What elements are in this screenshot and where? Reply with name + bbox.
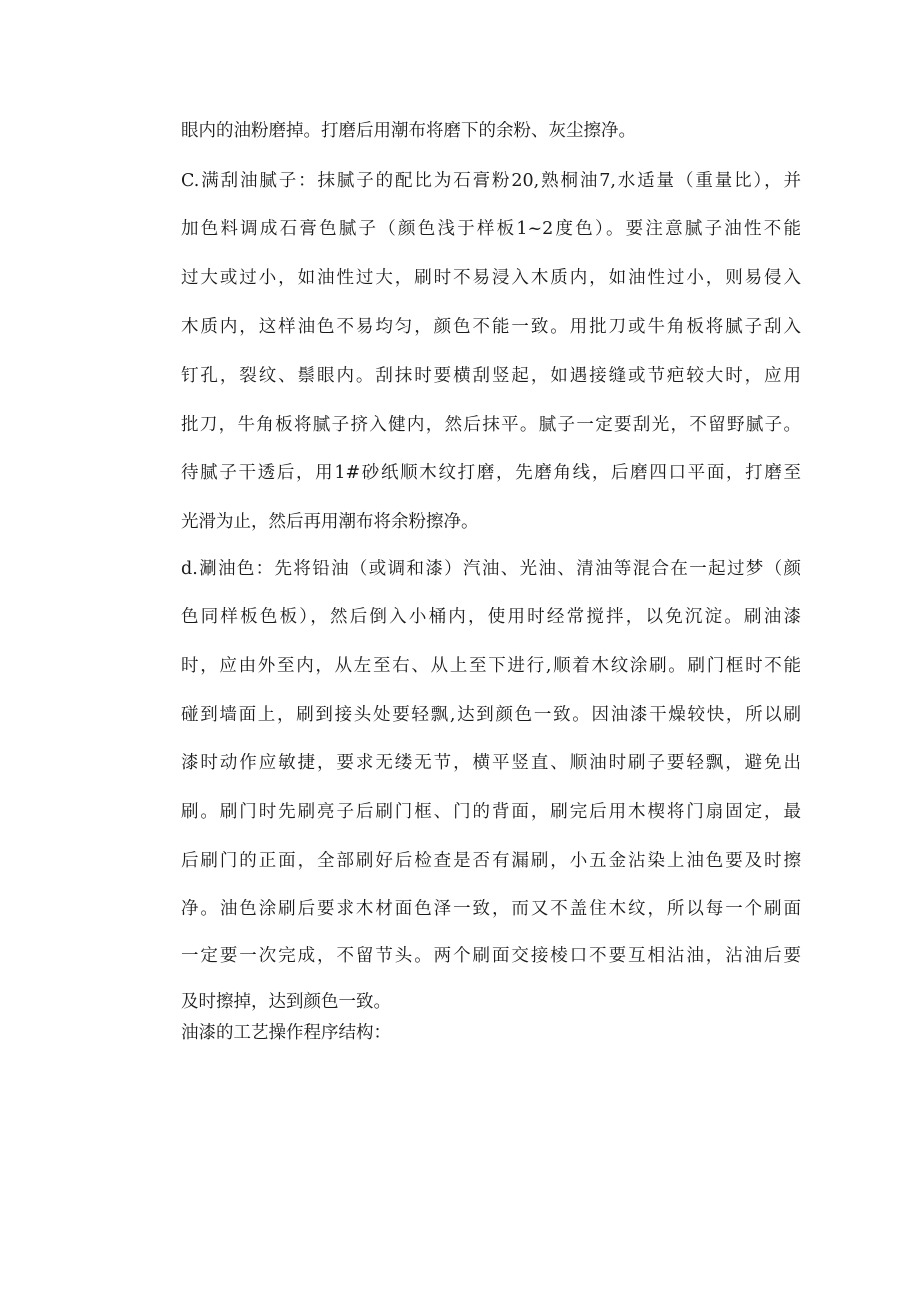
text-line-section-c-heading: C.满刮油腻子：抹腻子的配比为石膏粉20,熟桐油7,水适量（重量比），并 — [181, 171, 801, 191]
text-line: 刷。刷门时先刷亮子后刷门框、门的背面，刷完后用木楔将门扇固定，最 — [181, 802, 801, 822]
text-line: 钉孔，裂纹、鬃眼内。刮抹时要横刮竖起，如遇接缝或节疤较大时，应用 — [181, 366, 801, 386]
text-line: 碰到墙面上，刷到接头处要轻飘,达到颜色一致。因油漆干燥较快，所以刷 — [181, 705, 801, 725]
text-line: 净。油色涂刷后要求木材面色泽一致，而又不盖住木纹，所以每一个刷面 — [181, 899, 801, 919]
text-line: 一定要一次完成，不留节头。两个刷面交接棱口不要互相沾油，沾油后要 — [181, 946, 801, 966]
text-line: 批刀，牛角板将腻子挤入健内，然后抹平。腻子一定要刮光，不留野腻子。 — [181, 415, 801, 435]
text-line: 及时擦掉，达到颜色一致。 — [181, 992, 391, 1012]
text-line: 眼内的油粉磨掉。打磨后用潮布将磨下的余粉、灰尘擦净。 — [181, 121, 636, 141]
text-line: 木质内，这样油色不易均匀，颜色不能一致。用批刀或牛角板将腻子刮入 — [181, 317, 801, 337]
text-line: 待腻子干透后，用1#砂纸顺木纹打磨，先磨角线，后磨四口平面，打磨至 — [181, 463, 801, 483]
text-line: 色同样板色板），然后倒入小桶内，使用时经常搅拌，以免沉淀。刷油漆 — [181, 607, 801, 627]
text-line-section-d-heading: d.涮油色：先将铅油（或调和漆）汽油、光油、清油等混合在一起过梦（颜 — [181, 559, 801, 579]
text-line-process-heading: 油漆的工艺操作程序结构： — [181, 1023, 391, 1043]
text-line: 过大或过小，如油性过大，刷时不易浸入木质内，如油性过小，则易侵入 — [181, 268, 801, 288]
text-line: 后刷门的正面，全部刷好后检查是否有漏刷，小五金沾染上油色要及时擦 — [181, 851, 801, 871]
text-line: 漆时动作应敏捷，要求无缕无节，横平竖直、顺油时刷子要轻飘，避免出 — [181, 753, 801, 773]
text-line: 加色料调成石膏色腻子（颜色浅于样板1~2度色）。要注意腻子油性不能 — [181, 219, 801, 239]
text-line: 时，应由外至内，从左至右、从上至下进行,顺着木纹涂刷。刷门框时不能 — [181, 656, 801, 676]
text-line: 光滑为止，然后再用潮布将余粉擦净。 — [181, 512, 479, 532]
